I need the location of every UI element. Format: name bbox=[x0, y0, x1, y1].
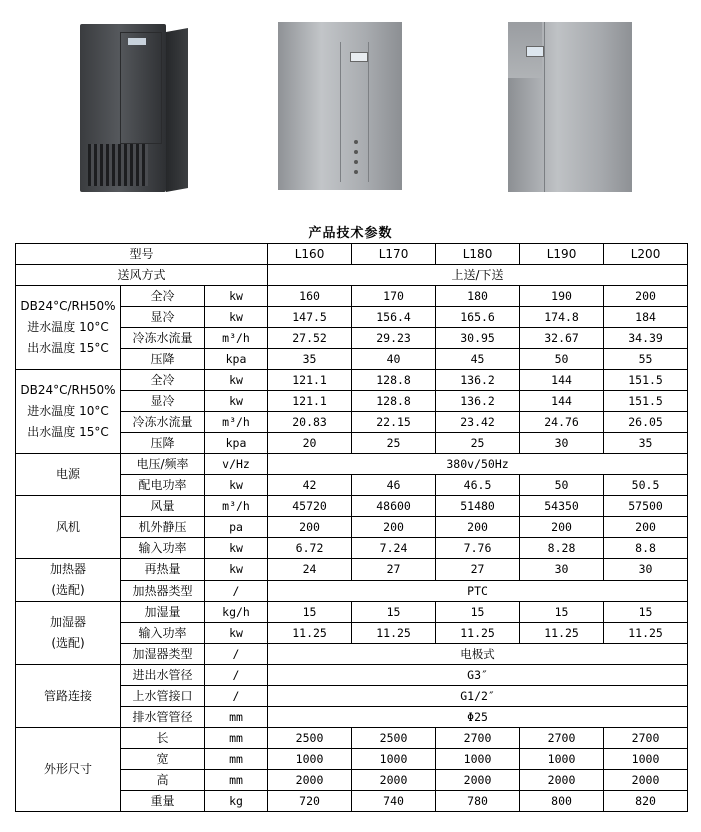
value-cell: 1000 bbox=[268, 749, 352, 770]
spec-table-body bbox=[16, 244, 688, 812]
param-label: 配电功率 bbox=[121, 475, 205, 496]
group-label-line: 电源 bbox=[55, 467, 80, 481]
param-label: 输入功率 bbox=[121, 538, 205, 559]
power-group-label bbox=[16, 454, 121, 496]
value-cell: 2700 bbox=[436, 728, 520, 749]
value-cell: 200 bbox=[520, 517, 604, 538]
value-cell: 180 bbox=[436, 286, 520, 307]
airflow-label: 送风方式 bbox=[16, 265, 268, 286]
value-cell: 190 bbox=[520, 286, 604, 307]
value-cell: 174.8 bbox=[520, 307, 604, 328]
value-cell: 45 bbox=[436, 349, 520, 370]
group-label-line: 外形尺寸 bbox=[43, 762, 92, 776]
value-cell: 2700 bbox=[520, 728, 604, 749]
spec-table bbox=[15, 243, 688, 812]
value-cell: 200 bbox=[352, 517, 436, 538]
param-label: 冷冻水流量 bbox=[121, 412, 205, 433]
value-cell: 50 bbox=[520, 349, 604, 370]
value-cell: 2000 bbox=[436, 770, 520, 791]
param-label: 风量 bbox=[121, 496, 205, 517]
model-header-cell: L170 bbox=[352, 244, 436, 265]
value-cell: 30 bbox=[520, 433, 604, 454]
value-cell: 200 bbox=[604, 286, 688, 307]
product-photo-wide-cabinet bbox=[508, 22, 632, 192]
value-cell: 57500 bbox=[604, 496, 688, 517]
value-cell: 35 bbox=[268, 349, 352, 370]
vent-grille-icon bbox=[88, 144, 148, 186]
value-cell: 7.76 bbox=[436, 538, 520, 559]
table-row bbox=[16, 665, 688, 686]
group-label-line: 进水温度 10°C bbox=[27, 320, 109, 334]
value-cell: 46 bbox=[352, 475, 436, 496]
unit-label: m³/h bbox=[205, 496, 268, 517]
value-cell: 128.8 bbox=[352, 391, 436, 412]
unit-label: kw bbox=[205, 286, 268, 307]
value-cell: 20 bbox=[268, 433, 352, 454]
value-cell-merged: G3″ bbox=[268, 665, 688, 686]
value-cell: 25 bbox=[352, 433, 436, 454]
value-cell: 147.5 bbox=[268, 307, 352, 328]
unit-label: m³/h bbox=[205, 412, 268, 433]
value-cell: 165.6 bbox=[436, 307, 520, 328]
table-row bbox=[16, 244, 688, 265]
value-cell: 200 bbox=[268, 517, 352, 538]
value-cell: 7.24 bbox=[352, 538, 436, 559]
model-header-cell: L160 bbox=[268, 244, 352, 265]
value-cell: 136.2 bbox=[436, 391, 520, 412]
unit-label: / bbox=[205, 580, 268, 602]
value-cell: 27 bbox=[436, 559, 520, 581]
value-cell: 22.15 bbox=[352, 412, 436, 433]
value-cell: 24 bbox=[268, 559, 352, 581]
value-cell: 800 bbox=[520, 791, 604, 812]
product-photos bbox=[0, 0, 701, 215]
dimensions-group-label bbox=[16, 728, 121, 812]
param-label: 再热量 bbox=[121, 559, 205, 581]
value-cell: 136.2 bbox=[436, 370, 520, 391]
table-row bbox=[16, 559, 688, 581]
value-cell: 1000 bbox=[436, 749, 520, 770]
value-cell: 820 bbox=[604, 791, 688, 812]
fan-group-label bbox=[16, 496, 121, 559]
value-cell: 1000 bbox=[520, 749, 604, 770]
param-label: 加热器类型 bbox=[121, 580, 205, 602]
value-cell: 2500 bbox=[268, 728, 352, 749]
unit-label: mm bbox=[205, 749, 268, 770]
unit-label: / bbox=[205, 686, 268, 707]
value-cell: 27 bbox=[352, 559, 436, 581]
param-label: 上水管接口 bbox=[121, 686, 205, 707]
unit-label: / bbox=[205, 644, 268, 665]
unit-label: mm bbox=[205, 728, 268, 749]
cooling-condition-label bbox=[16, 286, 121, 370]
value-cell: 11.25 bbox=[352, 623, 436, 644]
table-row bbox=[16, 454, 688, 475]
value-cell: 20.83 bbox=[268, 412, 352, 433]
value-cell: 6.72 bbox=[268, 538, 352, 559]
model-header-cell: L190 bbox=[520, 244, 604, 265]
value-cell: 8.8 bbox=[604, 538, 688, 559]
group-label-line: 风机 bbox=[55, 519, 80, 534]
value-cell: 50.5 bbox=[604, 475, 688, 496]
value-cell: 2000 bbox=[520, 770, 604, 791]
unit-label: kw bbox=[205, 475, 268, 496]
value-cell: 11.25 bbox=[436, 623, 520, 644]
value-cell: 2000 bbox=[268, 770, 352, 791]
model-header-cell: L200 bbox=[604, 244, 688, 265]
param-label: 冷冻水流量 bbox=[121, 328, 205, 349]
value-cell: 54350 bbox=[520, 496, 604, 517]
unit-label: v/Hz bbox=[205, 454, 268, 475]
value-cell: 200 bbox=[604, 517, 688, 538]
param-label: 压降 bbox=[121, 349, 205, 370]
value-cell: 1000 bbox=[352, 749, 436, 770]
group-label-line: 加湿器 bbox=[49, 615, 86, 629]
value-cell: 15 bbox=[436, 602, 520, 623]
value-cell: 720 bbox=[268, 791, 352, 812]
value-cell: 160 bbox=[268, 286, 352, 307]
value-cell: 8.28 bbox=[520, 538, 604, 559]
value-cell: 30 bbox=[604, 559, 688, 581]
product-photo-double-cabinet bbox=[278, 22, 402, 190]
model-label: 型号 bbox=[16, 244, 268, 265]
cooling-condition-label bbox=[16, 370, 121, 454]
value-cell: 144 bbox=[520, 370, 604, 391]
value-cell-merged: Φ25 bbox=[268, 707, 688, 728]
param-label: 输入功率 bbox=[121, 623, 205, 644]
value-cell: 11.25 bbox=[604, 623, 688, 644]
param-label: 长 bbox=[121, 728, 205, 749]
table-row bbox=[16, 602, 688, 623]
value-cell: 740 bbox=[352, 791, 436, 812]
group-label-line: DB24°C/RH50% bbox=[20, 383, 116, 397]
value-cell: 144 bbox=[520, 391, 604, 412]
value-cell: 156.4 bbox=[352, 307, 436, 328]
value-cell: 15 bbox=[520, 602, 604, 623]
param-label: 全冷 bbox=[121, 286, 205, 307]
value-cell: 15 bbox=[604, 602, 688, 623]
unit-label: kw bbox=[205, 370, 268, 391]
param-label: 进出水管径 bbox=[121, 665, 205, 686]
group-label-line: 进水温度 10°C bbox=[27, 404, 109, 418]
value-cell: 25 bbox=[436, 433, 520, 454]
display-panel-icon bbox=[350, 52, 368, 62]
unit-label: kw bbox=[205, 307, 268, 328]
spec-table-title: 产品技术参数 bbox=[308, 226, 393, 241]
param-label: 电压/频率 bbox=[121, 454, 205, 475]
table-row bbox=[16, 286, 688, 307]
value-cell: 45720 bbox=[268, 496, 352, 517]
unit-label: kg bbox=[205, 791, 268, 812]
value-cell-merged: 电极式 bbox=[268, 644, 688, 665]
param-label: 排水管管径 bbox=[121, 707, 205, 728]
value-cell: 51480 bbox=[436, 496, 520, 517]
value-cell: 15 bbox=[268, 602, 352, 623]
value-cell: 200 bbox=[436, 517, 520, 538]
unit-label: pa bbox=[205, 517, 268, 538]
group-label-line: 出水温度 15°C bbox=[27, 341, 109, 355]
unit-label: m³/h bbox=[205, 328, 268, 349]
value-cell: 50 bbox=[520, 475, 604, 496]
value-cell: 121.1 bbox=[268, 370, 352, 391]
value-cell: 48600 bbox=[352, 496, 436, 517]
value-cell: 27.52 bbox=[268, 328, 352, 349]
heater-group-label bbox=[16, 559, 121, 602]
value-cell-merged: 380v/50Hz bbox=[268, 454, 688, 475]
value-cell: 29.23 bbox=[352, 328, 436, 349]
unit-label: kpa bbox=[205, 349, 268, 370]
value-cell: 42 bbox=[268, 475, 352, 496]
group-label-line: 出水温度 15°C bbox=[27, 425, 109, 439]
unit-label: kg/h bbox=[205, 602, 268, 623]
group-label-line: (选配) bbox=[51, 636, 85, 650]
humidifier-group-label bbox=[16, 602, 121, 665]
unit-label: kw bbox=[205, 623, 268, 644]
value-cell: 128.8 bbox=[352, 370, 436, 391]
value-cell: 26.05 bbox=[604, 412, 688, 433]
value-cell: 15 bbox=[352, 602, 436, 623]
value-cell: 184 bbox=[604, 307, 688, 328]
display-panel-icon bbox=[128, 38, 146, 45]
param-label: 显冷 bbox=[121, 391, 205, 412]
param-label: 机外静压 bbox=[121, 517, 205, 538]
param-label: 高 bbox=[121, 770, 205, 791]
value-cell: 30.95 bbox=[436, 328, 520, 349]
param-label: 重量 bbox=[121, 791, 205, 812]
value-cell: 40 bbox=[352, 349, 436, 370]
unit-label: kpa bbox=[205, 433, 268, 454]
value-cell: 151.5 bbox=[604, 391, 688, 412]
value-cell: 1000 bbox=[604, 749, 688, 770]
param-label: 全冷 bbox=[121, 370, 205, 391]
value-cell: 24.76 bbox=[520, 412, 604, 433]
value-cell: 780 bbox=[436, 791, 520, 812]
group-label-line: DB24°C/RH50% bbox=[20, 299, 116, 313]
unit-label: kw bbox=[205, 559, 268, 581]
value-cell: 2500 bbox=[352, 728, 436, 749]
param-label: 显冷 bbox=[121, 307, 205, 328]
group-label-line: 管路连接 bbox=[43, 688, 92, 703]
value-cell: 55 bbox=[604, 349, 688, 370]
value-cell: 151.5 bbox=[604, 370, 688, 391]
value-cell: 23.42 bbox=[436, 412, 520, 433]
table-row bbox=[16, 265, 688, 286]
param-label: 压降 bbox=[121, 433, 205, 454]
value-cell: 170 bbox=[352, 286, 436, 307]
value-cell: 32.67 bbox=[520, 328, 604, 349]
model-header-cell: L180 bbox=[436, 244, 520, 265]
unit-label: mm bbox=[205, 707, 268, 728]
group-label-line: 加热器 bbox=[49, 562, 86, 576]
piping-group-label bbox=[16, 665, 121, 728]
product-photo-dark-cabinet bbox=[80, 24, 166, 192]
unit-label: / bbox=[205, 665, 268, 686]
value-cell: 2000 bbox=[352, 770, 436, 791]
group-label-line: (选配) bbox=[51, 583, 85, 597]
table-row bbox=[16, 728, 688, 749]
value-cell: 2000 bbox=[604, 770, 688, 791]
value-cell: 34.39 bbox=[604, 328, 688, 349]
param-label: 加湿量 bbox=[121, 602, 205, 623]
value-cell-merged: G1/2″ bbox=[268, 686, 688, 707]
value-cell: 2700 bbox=[604, 728, 688, 749]
value-cell: 30 bbox=[520, 559, 604, 581]
table-row bbox=[16, 496, 688, 517]
unit-label: kw bbox=[205, 391, 268, 412]
value-cell: 46.5 bbox=[436, 475, 520, 496]
param-label: 加湿器类型 bbox=[121, 644, 205, 665]
unit-label: mm bbox=[205, 770, 268, 791]
display-panel-icon bbox=[526, 46, 544, 57]
airflow-value: 上送/下送 bbox=[268, 265, 688, 286]
unit-label: kw bbox=[205, 538, 268, 559]
value-cell-merged: PTC bbox=[268, 580, 688, 602]
value-cell: 11.25 bbox=[520, 623, 604, 644]
value-cell: 11.25 bbox=[268, 623, 352, 644]
table-row bbox=[16, 370, 688, 391]
param-label: 宽 bbox=[121, 749, 205, 770]
value-cell: 35 bbox=[604, 433, 688, 454]
value-cell: 121.1 bbox=[268, 391, 352, 412]
